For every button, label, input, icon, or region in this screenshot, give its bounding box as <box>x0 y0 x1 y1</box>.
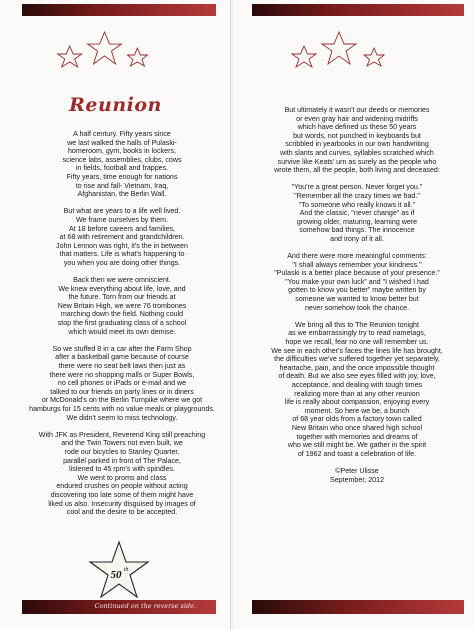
star-icon <box>322 32 356 64</box>
poem-stanza: And there were more meaningful comments: "I shall always remember your kindness." "Pulaski is a better place because of your presence." "You make your own luck" and "I wished I had gotten to know you better" maybe written by someone we wanted to know better but never somehow took the chance. <box>274 252 440 312</box>
poem-stanza: So we stuffed 8 in a car after the Farm Shop after a basketball game because of course there were no seat belt laws then just as there were no shopping malls or Super Bowls, no cell phones or iPads or e-mail and we talked to our friends on party lines or in diners or McDonald's on the Berlin Turnpike where we got hamburgs for 15 cents with no value meals or playgrounds. We didn't seem to miss technology. <box>29 344 215 422</box>
stars-decoration <box>234 24 474 84</box>
poem-stanza: "You're a great person. Never forget you." "Remember all the crazy times we had." "To someone who really knows it all." And the classic, "never change" as if growing older, maturing, learning were somehow bad things. The innocence and irony of it all. <box>291 183 423 243</box>
bottom-decorative-bar <box>252 600 464 614</box>
author-signature: ©Peter Ulisse September, 2012 <box>329 466 385 484</box>
star-icon <box>292 46 316 67</box>
right-page <box>234 0 474 629</box>
poem-stanza: With JFK as President, Reverend King still preaching and the Twin Towers not even built, we rode our bicycles to Stanley Quarter, parallel parked in front of The Palace, listened to 45 rpm's with spindles. We went to proms and class endured crushes on people without acting discovering too late some of them might have liked us also. Insecurity disguised by images of cool and the desire to be accepted. <box>38 430 206 517</box>
star-icon <box>88 32 122 64</box>
poem-stanza: We bring all this to The Reunion tonight as we embarrassingly try to read nametags, hope we recall, fear no one will remember us. We see in each other's faces the lines life has brought, the difficulties we've suffered together yet separately, heartache, pain, and the once impossible thought of death. But we also see eyes filled with joy, love, acceptance, and dealing with tough times realizing more than at any other reunion life is really about compassion, enjoying every moment. So here we be, a bunch of 68 year olds from a factory town called New Britain who once shared high school together with memories and dreams of who we still might be. We gather in the spirit of 1962 and toast a celebration of life. <box>271 320 443 458</box>
continued-note: Continued on the reverse side. <box>94 602 196 610</box>
anniversary-star-badge <box>88 540 150 600</box>
star-icon <box>127 48 147 66</box>
bottom-decorative-bar <box>22 600 216 614</box>
poem-stanza: Back then we were omniscient. We knew everything about life, love, and the future. Torn from our friends at New Britain High, we were 76 trombones marching down the field. Nothing could stop the first graduating class of a school which would meet its own demise. <box>57 276 187 336</box>
poem-stanza: But what are years to a life well lived. We frame ourselves by them. At 18 before careers and families, at 68 with retirement and grandchildren. John Lennon was right, it's the in between that matters. Life is what's happening to you when you are doing other things. <box>56 207 188 267</box>
left-page <box>0 0 231 629</box>
star-icon <box>58 46 82 67</box>
poem-stanza: A half century. Fifty years since we last walked the halls of Pulaski- homeroom, gym, books in lockers, science labs, assemblies, clubs, cows in fields, football and frappes. Fifty years, time enough for nations to rise and fall- Vietnam, Iraq, Afghanistan, the Berlin Wall. <box>62 130 182 199</box>
page-title: Reunion <box>69 94 162 116</box>
poem-right-column <box>252 106 462 493</box>
poem-left-column <box>24 130 220 525</box>
badge-number: 50 <box>110 569 122 581</box>
badge-suffix: th <box>123 567 129 573</box>
top-decorative-bar <box>252 4 464 16</box>
stars-decoration <box>0 24 230 84</box>
top-decorative-bar <box>22 4 216 16</box>
star-icon <box>364 48 384 66</box>
poem-stanza: But ultimately it wasn't our deeds or memories or even gray hair and widening midriffs which have defined us these 50 years but words, not punched in keyboards but scribbled in yearbooks in our own handwriting with slants and curves, syllables scratched which survive like Keats' urn as surely as the people who wrote them, all the people, both living and deceased: <box>274 106 440 175</box>
